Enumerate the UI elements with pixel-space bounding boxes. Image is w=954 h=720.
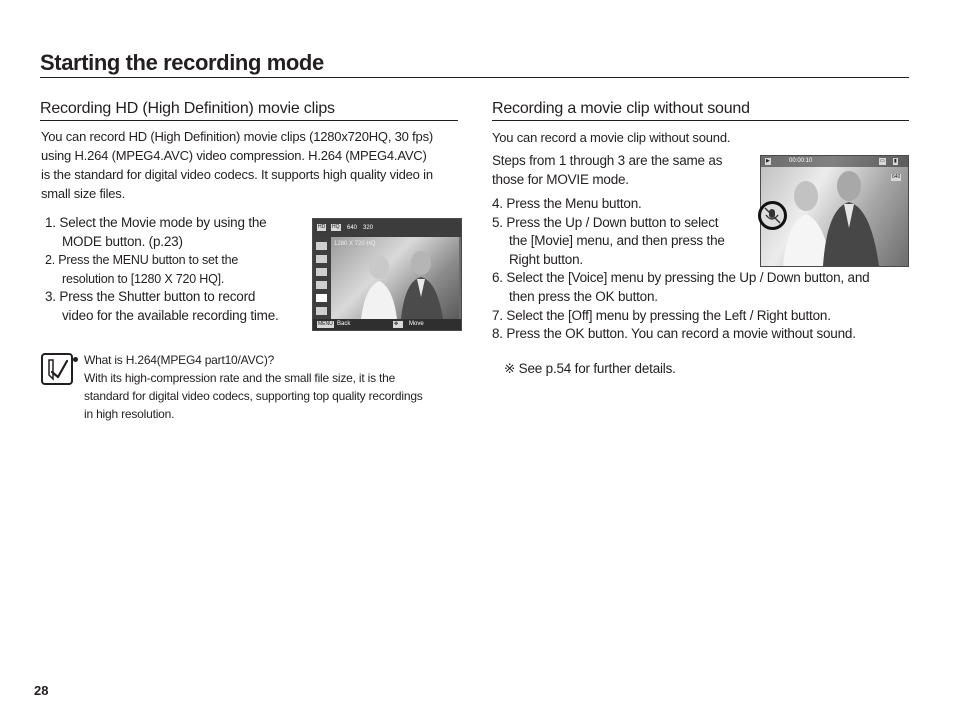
same-as-line: Steps from 1 through 3 are the same as <box>492 153 723 168</box>
note-line: in high resolution. <box>84 407 175 421</box>
right-section-heading: Recording a movie clip without sound <box>492 100 750 117</box>
move-label: Move <box>409 321 424 327</box>
right-section-divider <box>492 120 909 121</box>
step-4: 4. Press the Menu button. <box>492 196 642 211</box>
res-640-icon: 640 <box>892 174 901 180</box>
note-line: With its high-compression rate and the small file size, it is the <box>84 371 396 385</box>
note-pencil-icon <box>41 353 73 385</box>
page-number: 28 <box>34 683 49 698</box>
screen-side-menu <box>313 237 331 319</box>
couple-silhouette <box>331 237 459 319</box>
note-line: standard for digital video codecs, supporting top quality recordings <box>84 389 423 403</box>
intro-line: is the standard for digital video codecs. It supports high quality video in <box>41 167 433 182</box>
step-7: 7. Select the [Off] menu by pressing the Left / Right button. <box>492 307 831 323</box>
right-intro: You can record a movie clip without sound. <box>492 130 731 145</box>
step-1: 1. Select the Movie mode by using the MODE button. (p.23) <box>45 215 267 249</box>
camera-menu-screen <box>312 218 462 331</box>
step-3: 3. Press the Shutter button to record video for the available recording time. <box>45 289 279 323</box>
hq-option-icon: HQ <box>332 224 340 230</box>
left-intro <box>41 127 461 203</box>
step-2: 2. Press the MENU button to set the resolution to [1280 X 720 HQ]. <box>45 253 239 286</box>
bullet-icon <box>73 357 78 362</box>
menu-button-icon: MENU <box>318 321 333 327</box>
effect-icon <box>316 255 327 263</box>
intro-line: using H.264 (MPEG4.AVC) video compression. H.264 (MPEG4.AVC) <box>41 148 427 163</box>
metering-icon <box>316 294 327 302</box>
page-title: Starting the recording mode <box>40 50 324 75</box>
hd-option-icon: HD <box>318 224 326 230</box>
intro-line: You can record HD (High Definition) movie clips (1280x720HQ, 30 fps) <box>41 129 433 144</box>
size-icon <box>316 268 327 276</box>
note-content <box>73 351 468 423</box>
screen-bottom-bar <box>313 319 461 330</box>
note-question: What is H.264(MPEG4 part10/AVC)? <box>73 351 468 369</box>
same-as-line: those for MOVIE mode. <box>492 171 629 187</box>
title-divider <box>40 77 909 78</box>
wedding-couple-photo <box>331 237 459 319</box>
record-time: 00:00:10 <box>789 158 813 164</box>
memory-icon: ▭ <box>880 158 885 164</box>
back-label: Back <box>337 321 351 327</box>
battery-icon: ▮ <box>894 158 897 164</box>
left-section-divider <box>40 120 458 121</box>
step-5: 5. Press the Up / Down button to select the [Movie] menu, and then press the Right button. <box>492 214 725 267</box>
movie-icon <box>316 242 327 250</box>
movie-mode-icon: ▶ <box>766 158 770 164</box>
footnote: ※ See p.54 for further details. <box>504 361 676 376</box>
res-640-label: 640 <box>347 225 358 231</box>
intro-line: small size files. <box>41 186 126 201</box>
voice-off-icon <box>758 201 787 230</box>
stabilizer-icon <box>316 307 327 315</box>
step-8: 8. Press the OK button. You can record a movie without sound. <box>492 326 856 342</box>
screen-top-bar <box>313 219 461 237</box>
left-section-heading: Recording HD (High Definition) movie clips <box>40 100 335 117</box>
move-arrows-icon: ✥ <box>393 321 403 328</box>
res-320-label: 320 <box>363 225 374 231</box>
quality-icon <box>316 281 327 289</box>
step-6: 6. Select the [Voice] menu by pressing the Up / Down button, and then press the OK button. <box>492 270 870 304</box>
left-steps <box>45 214 310 326</box>
same-as-note <box>492 152 752 189</box>
resolution-label: 1280 X 720 HQ <box>334 241 376 247</box>
